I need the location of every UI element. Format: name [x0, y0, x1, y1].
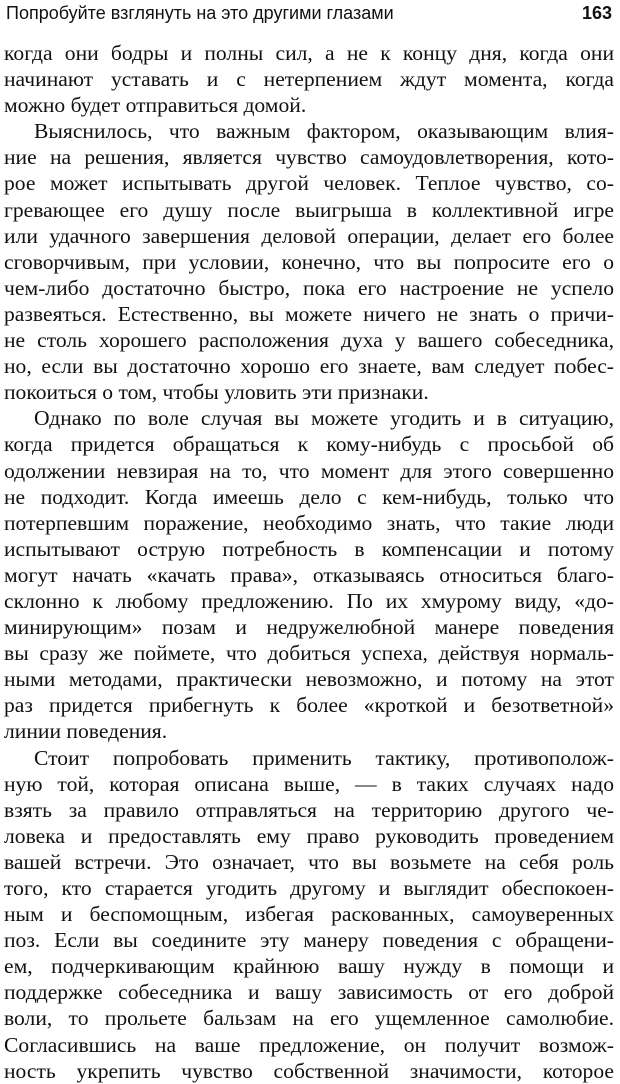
text-line: Согласившись на ваше предложение, он получит возмож- — [4, 1032, 614, 1057]
page-number: 163 — [581, 3, 612, 23]
text-line: развеяться. Естественно, вы можете ничего не знать о причи- — [4, 301, 614, 326]
text-line: воли, то прольете бальзам на его ущемленное самолюбие. — [4, 1006, 614, 1031]
text-line: линии поведения. — [4, 719, 168, 744]
text-line: ными методами, практически невозможно, и потому на этот — [4, 667, 614, 692]
text-line: ние на решения, является чувство самоудовлетворения, кото- — [4, 145, 614, 170]
text-line: но, если вы достаточно хорошо его знаете, вам следует побес- — [4, 354, 614, 379]
text-line: гревающее его душу после выигрыша в коллективной игре — [4, 197, 614, 222]
running-header — [6, 2, 612, 26]
text-line: потерпевшим поражение, необходимо знать, что такие люди — [4, 510, 614, 535]
text-line: взять за правило отправляться на территорию другого че- — [4, 797, 614, 822]
text-line: ловека и предоставлять ему право руководить проведением — [4, 823, 614, 848]
text-line: чем-либо достаточно быстро, пока его настроение не успело — [4, 275, 614, 300]
text-line: Выяснилось, что важным фактором, оказывающим влия- — [34, 119, 614, 144]
text-line: когда придется обращаться к кому-нибудь с просьбой об — [4, 432, 614, 457]
text-line: поз. Если вы соедините эту манеру поведения с обращени- — [4, 928, 614, 953]
text-line: вы сразу же поймете, что добиться успеха, действуя нормаль- — [4, 641, 614, 666]
text-line: одолжении невзирая на то, что момент для этого совершенно — [4, 458, 614, 483]
text-line: испытывают острую потребность в компенсации и потому — [4, 536, 614, 561]
text-line: не подходит. Когда имеешь дело с кем-нибудь, только что — [4, 484, 614, 509]
text-line: того, кто старается угодить другому и выглядит обеспокоен- — [4, 876, 614, 900]
text-line: ем, подчеркивающим крайнюю вашу нужду в помощи и — [4, 954, 614, 979]
text-line: ным и беспомощным, избегая раскованных, самоуверенных — [4, 902, 614, 927]
chapter-title: Попробуйте взглянуть на это другими глазами — [6, 3, 394, 23]
text-line: поддержке собеседника и вашу зависимость от его доброй — [4, 980, 614, 1005]
text-line: рое может испытывать другой человек. Теплое чувство, со- — [4, 171, 614, 196]
text-line: вашей встречи. Это означает, что вы возьмете на себя роль — [4, 849, 614, 874]
text-line: минирующим» позам и недружелюбной манере поведения — [4, 615, 614, 640]
text-line: ную той, которая описана выше, — в таких случаях надо — [4, 771, 614, 796]
text-line: Стоит попробовать применить тактику, противополож- — [34, 745, 614, 770]
text-line: можно будет отправиться домой. — [4, 93, 307, 118]
body-text — [4, 40, 614, 1084]
text-line: могут начать «качать права», отказываясь относиться благо- — [4, 562, 614, 587]
text-line: ность укрепить чувство собственной значимости, которое — [4, 1058, 614, 1083]
text-line: не столь хорошего расположения духа у вашего собеседника, — [4, 328, 614, 353]
text-line: или удачного завершения деловой операции, делает его более — [4, 223, 614, 248]
text-line: раз придется прибегнуть к более «кроткой и безответной» — [4, 693, 614, 718]
text-line: когда они бодры и полны сил, а не к концу дня, когда они — [4, 41, 614, 65]
text-line: покоиться о том, чтобы уловить эти признаки. — [4, 380, 429, 405]
text-line: склонно к любому предложению. По их хмурому виду, «до- — [4, 588, 614, 613]
text-line: сговорчивым, при условии, конечно, что вы попросите его о — [4, 249, 614, 274]
text-line: Однако по воле случая вы можете угодить и в ситуацию, — [34, 406, 614, 431]
text-line: начинают уставать и с нетерпением ждут момента, когда — [4, 67, 614, 92]
